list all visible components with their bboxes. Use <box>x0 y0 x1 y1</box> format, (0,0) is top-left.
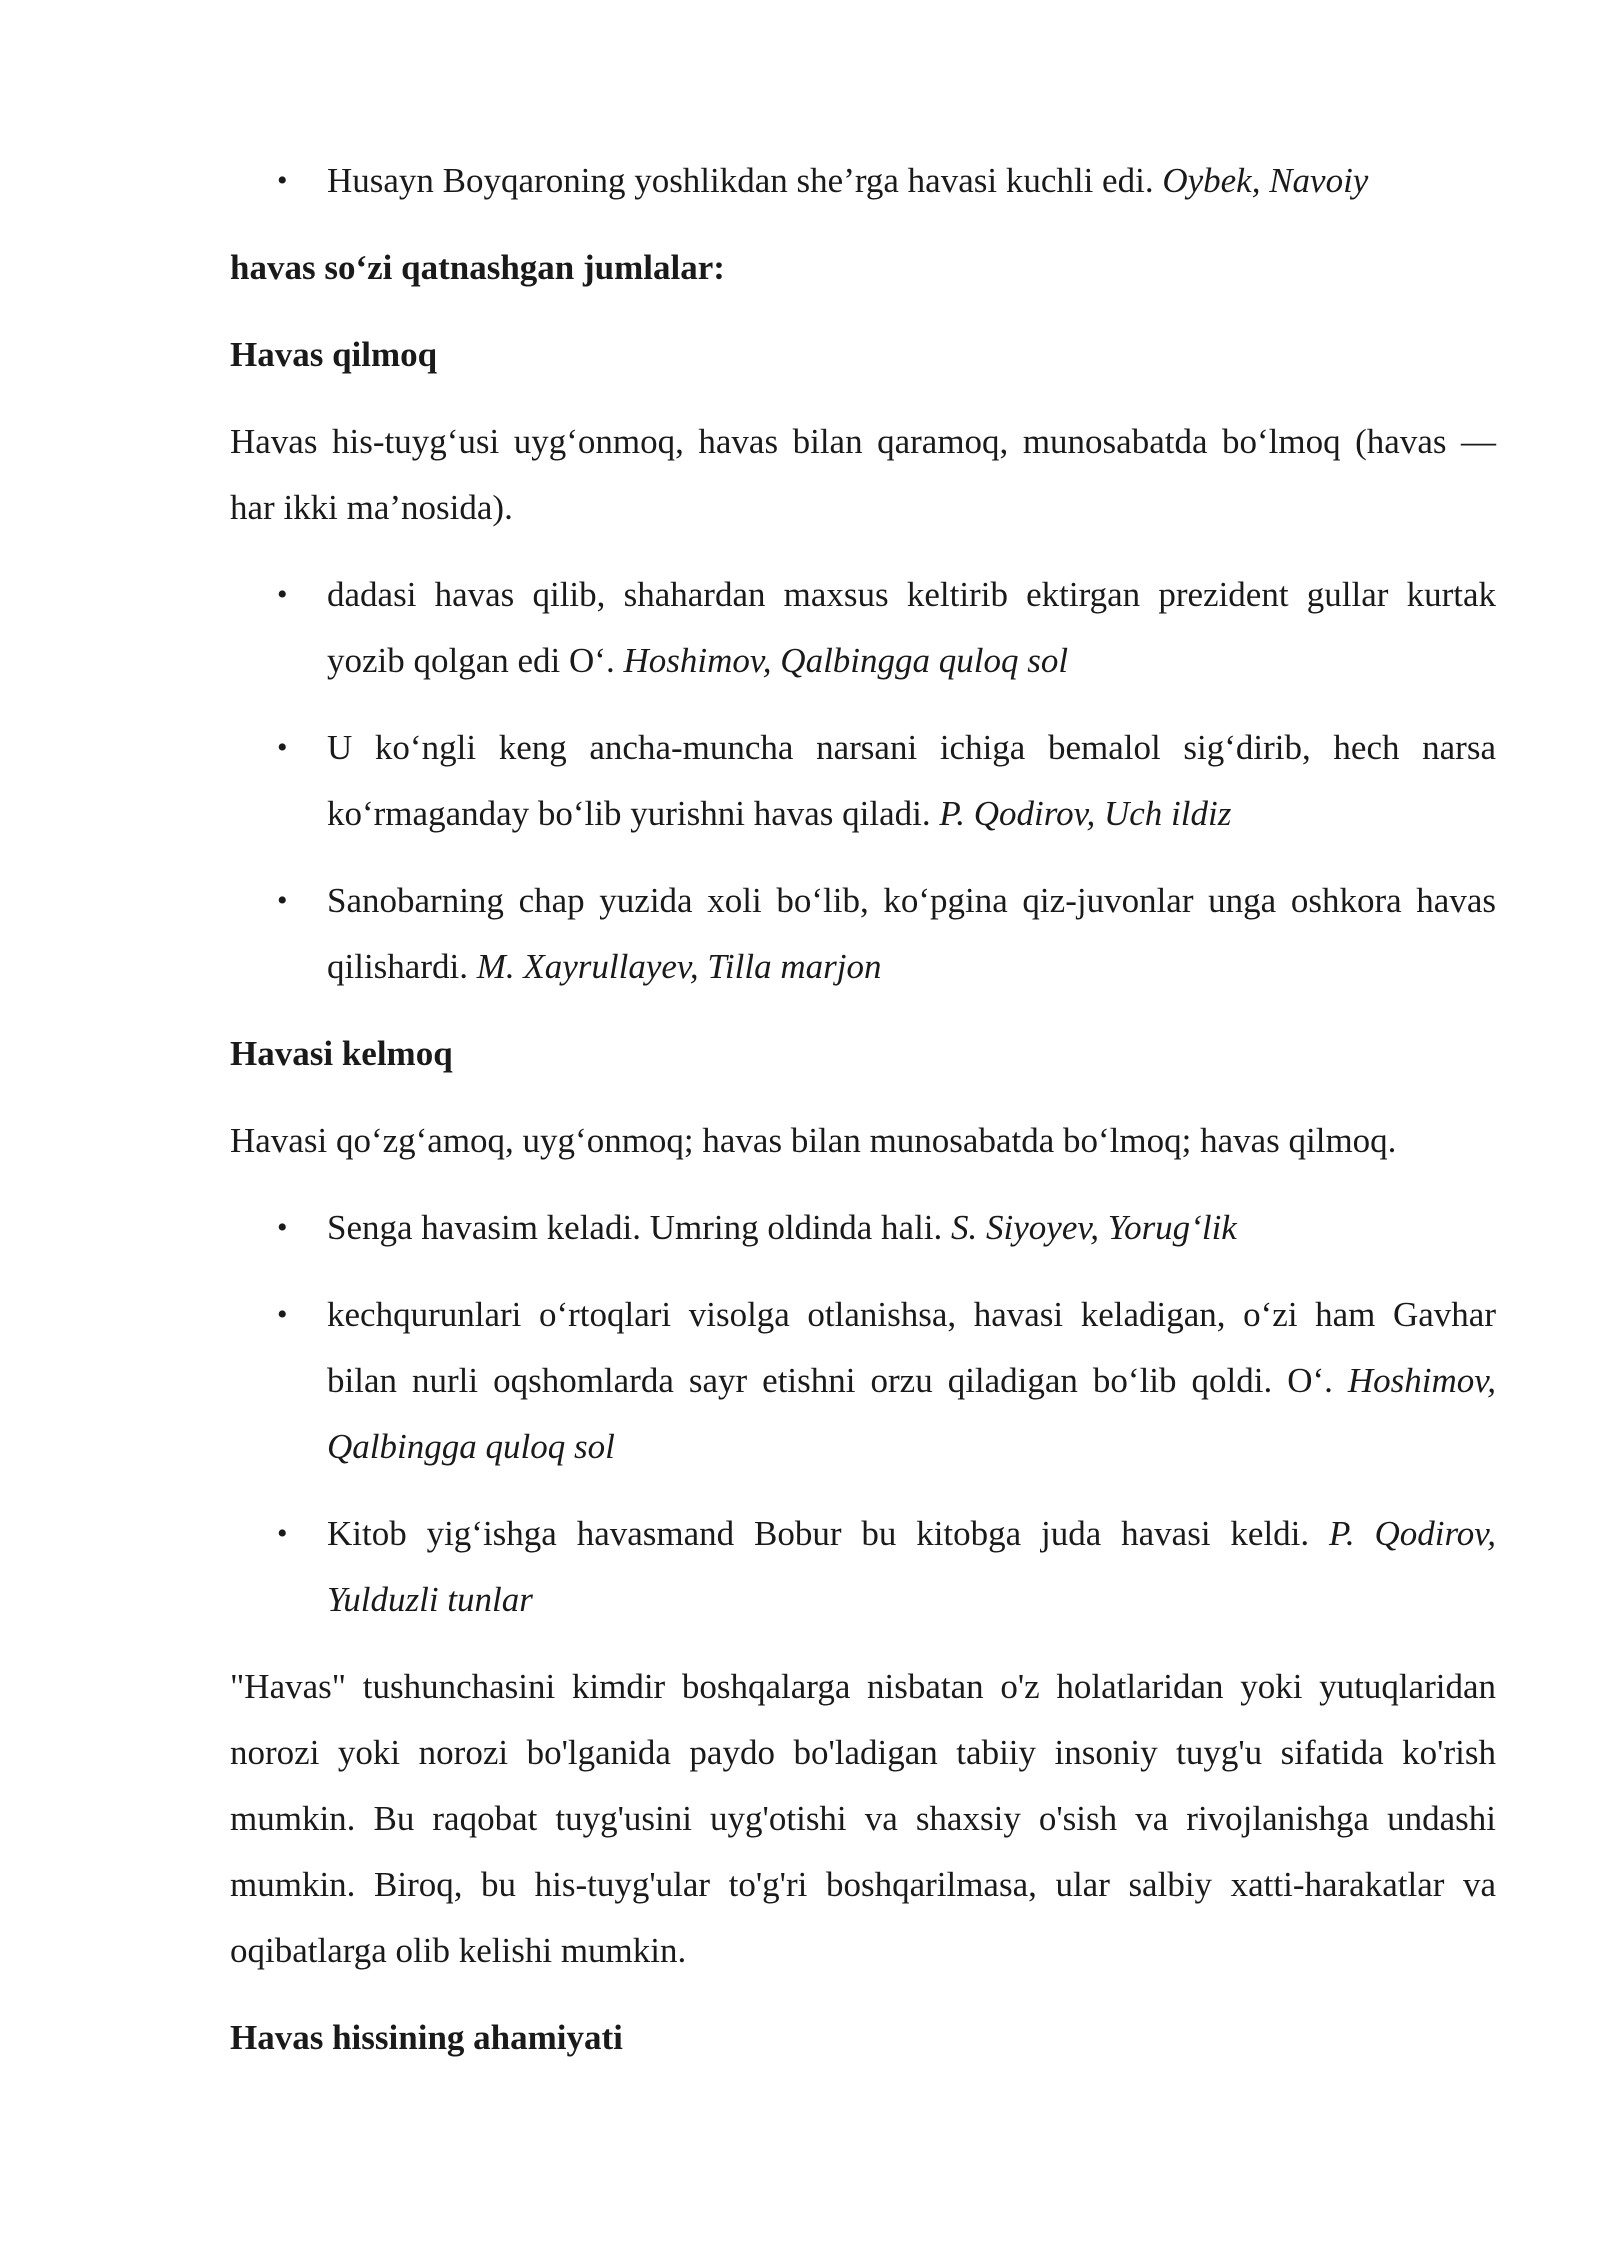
example-source: P. Qodirov, Uch ildiz <box>939 794 1232 833</box>
phrase-definition: Havas his-tuyg‘usi uyg‘onmoq, havas bilan qaramoq, munosabatda bo‘lmoq (havas — har ikki ma’nosida). <box>230 422 1496 527</box>
bullet-icon: • <box>277 1211 288 1244</box>
bullet-icon: • <box>277 884 288 917</box>
list-item <box>230 1501 1496 1633</box>
bullet-icon: • <box>277 1517 288 1550</box>
list-item <box>230 868 1496 1000</box>
bullet-icon: • <box>277 1298 288 1331</box>
example-source: Oybek, Navoiy <box>1162 161 1369 200</box>
document-content <box>230 148 1496 2071</box>
phrase-definition: Havasi qo‘zg‘amoq, uyg‘onmoq; havas bilan munosabatda bo‘lmoq; havas qilmoq. <box>230 1121 1397 1160</box>
list-item <box>230 1282 1496 1480</box>
phrase-title-havasi-kelmoq: Havasi kelmoq <box>230 1034 453 1073</box>
section-title: havas so‘zi qatnashgan jumlalar: <box>230 248 725 287</box>
bullet-icon: • <box>277 164 288 197</box>
example-text: kechqurunlari o‘rtoqlari visolga otlanishsa, havasi keladigan, o‘zi ham Gavhar bilan nurli oqshomlarda sayr etishni orzu qiladigan bo‘lib qoldi. O‘. <box>327 1295 1496 1400</box>
phrase2-example-list <box>230 1195 1496 1633</box>
list-item <box>230 562 1496 694</box>
list-item <box>230 148 1496 214</box>
example-source: Hoshimov, Qalbingga quloq sol <box>327 1361 1496 1466</box>
list-item <box>230 715 1496 847</box>
phrase1-example-list <box>230 562 1496 1000</box>
example-source: P. Qodirov, Yulduzli tunlar <box>327 1514 1496 1619</box>
example-text: U ko‘ngli keng ancha-muncha narsani ichiga bemalol sig‘dirib, hech narsa ko‘rmaganday bo‘lib yurishni havas qiladi. <box>327 728 1496 833</box>
example-text: Kitob yig‘ishga havasmand Bobur bu kitobga juda havasi keldi. <box>327 1514 1329 1553</box>
bullet-icon: • <box>277 578 288 611</box>
final-heading: Havas hissining ahamiyati <box>230 2018 623 2057</box>
example-source: M. Xayrullayev, Tilla marjon <box>476 947 882 986</box>
example-text: dadasi havas qilib, shahardan maxsus keltirib ektirgan prezident gullar kurtak yozib qolgan edi O‘. <box>327 575 1496 680</box>
closing-paragraph: "Havas" tushunchasini kimdir boshqalarga nisbatan o'z holatlaridan yoki yutuqlaridan norozi yoki norozi bo'lganida paydo bo'ladigan tabiiy insoniy tuyg'u sifatida ko'rish mumkin. Bu raqobat tuyg'usini uyg'otishi va shaxsiy o'sish va rivojlanishga undashi mumkin. Biroq, bu his-tuyg'ular to'g'ri boshqarilmasa, ular salbiy xatti-harakatlar va oqibatlarga olib kelishi mumkin. <box>230 1667 1496 1970</box>
example-source: S. Siyoyev, Yorug‘lik <box>951 1208 1237 1247</box>
example-text: Sanobarning chap yuzida xoli bo‘lib, ko‘pgina qiz-juvonlar unga oshkora havas qilishardi. <box>327 881 1496 986</box>
top-example-list <box>230 148 1496 214</box>
example-text: Husayn Boyqaroning yoshlikdan she’rga havasi kuchli edi. <box>327 161 1163 200</box>
list-item <box>230 1195 1496 1261</box>
phrase-title-havas-qilmoq: Havas qilmoq <box>230 335 438 374</box>
example-text: Senga havasim keladi. Umring oldinda hali. <box>327 1208 952 1247</box>
example-source: Hoshimov, Qalbingga quloq sol <box>623 641 1069 680</box>
bullet-icon: • <box>277 731 288 764</box>
